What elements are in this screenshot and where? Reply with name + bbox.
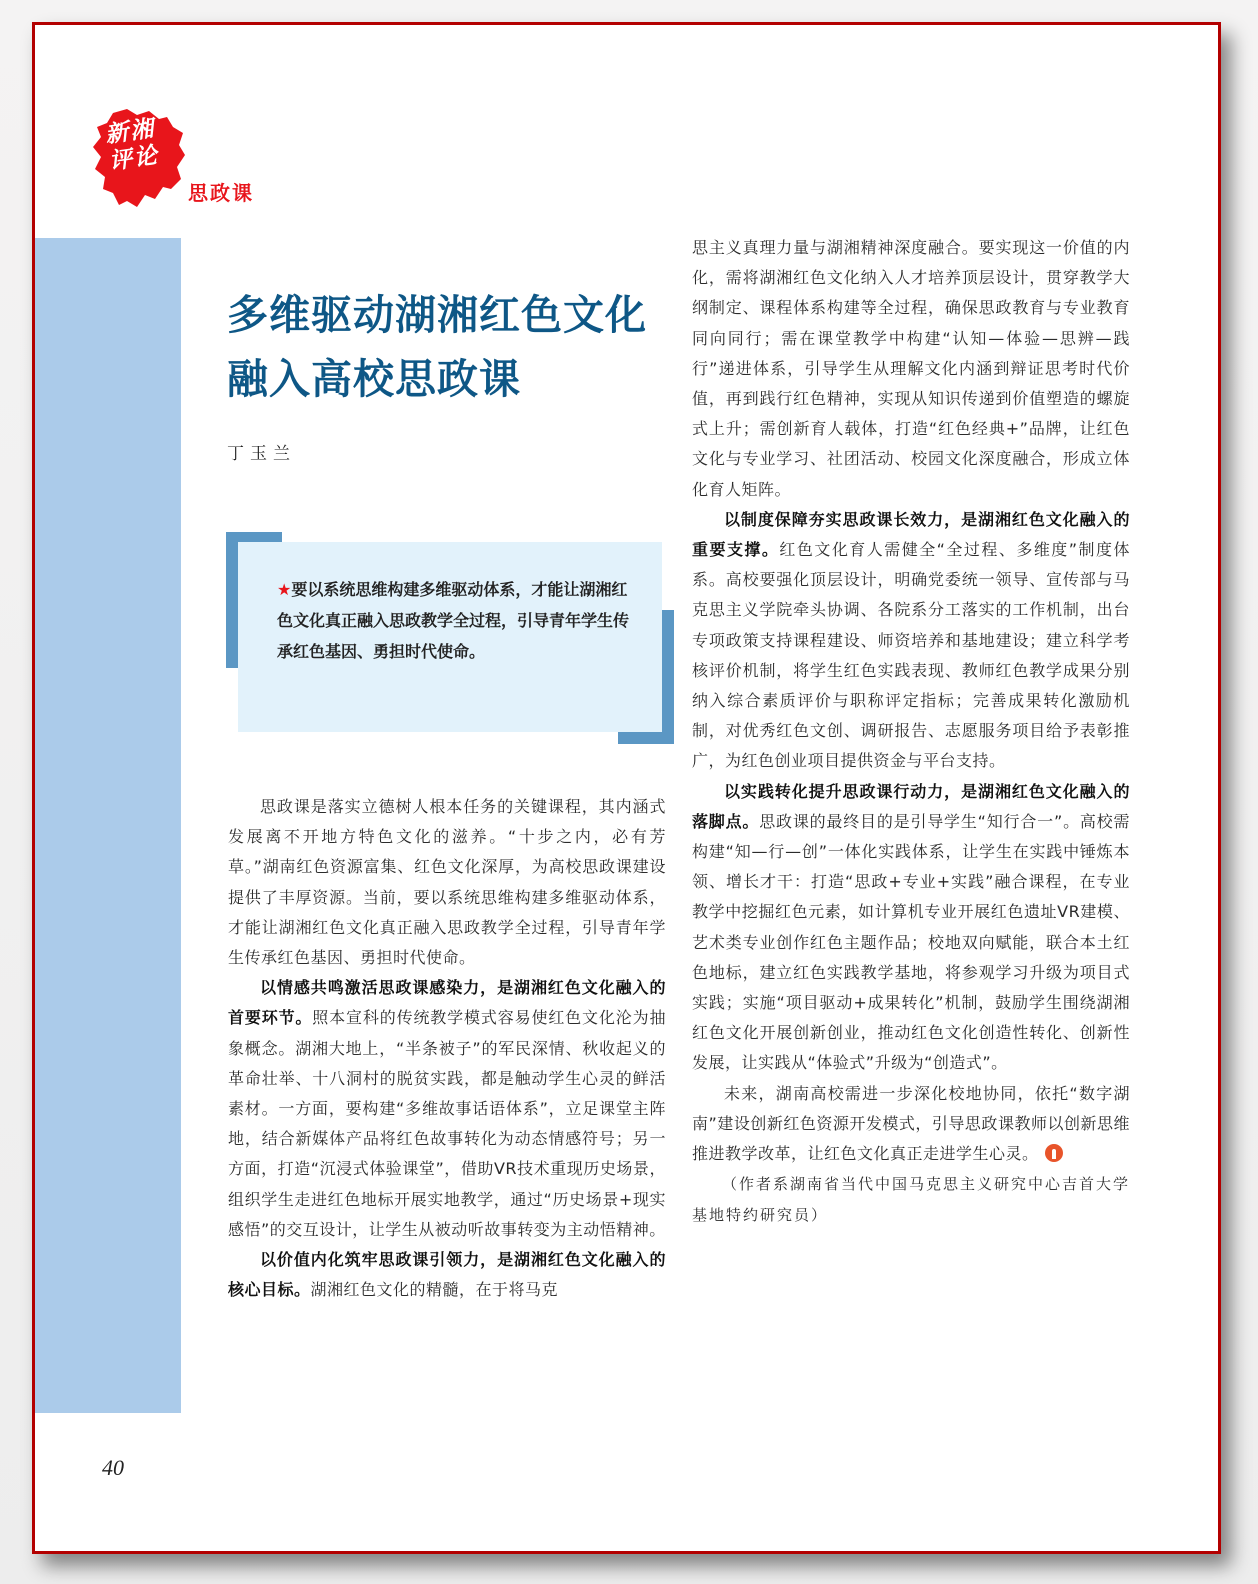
paragraph-lead: 以情感共鸣激活思政课感染力，是湖湘红色文化融入的首要环节。 [228, 978, 666, 1028]
title-line-1: 多维驱动湖湘红色文化 [227, 291, 647, 339]
paragraph-value: 以价值内化筑牢思政课引领力，是湖湘红色文化融入的核心目标。湖湘红色文化的精髓，在于将马克 [228, 1250, 666, 1300]
section-label: 思政课 [188, 181, 254, 205]
magazine-page [32, 22, 1221, 1554]
column-logo [93, 109, 273, 209]
title-line-2: 融入高校思政课 [227, 355, 521, 403]
paragraph-intro: 思政课是落实立德树人根本任务的关键课程，其内涵式发展离不开地方特色文化的滋养。“十步之内，必有芳草。”湖南红色资源富集、红色文化深厚，为高校思政课建设提供了丰厚资源。当前，要以系统思维构建多维驱动体系，才能让湖湘红色文化真正融入思政教学全过程，引导青年学生传承红色基因、勇担时代使命。 [228, 797, 666, 968]
author-name: 丁玉兰 [227, 444, 296, 464]
paragraph-emotion: 以情感共鸣激活思政课感染力，是湖湘红色文化融入的首要环节。照本宣科的传统教学模式容易使红色文化沦为抽象概念。湖湘大地上，“半条被子”的军民深情、秋收起义的革命壮举、十八洞村的脱贫实践，都是触动学生心灵的鲜活素材。一方面，要构建“多维故事话语体系”，立足课堂主阵地，结合新媒体产品将红色故事转化为动态情感符号；另一方面，打造“沉浸式体验课堂”，借助VR技术重现历史场景，组织学生走进红色地标开展实地教学，通过“历史场景+现实感悟”的交互设计，让学生从被动听故事转变为主动悟精神。 [228, 978, 666, 1239]
paragraph-lead: 以制度保障夯实思政课长效力，是湖湘红色文化融入的重要支撑。 [692, 509, 1130, 560]
paragraph-lead: 以实践转化提升思政课行动力，是湖湘红色文化融入的落脚点。 [692, 781, 1130, 831]
decorative-sidebar [35, 238, 181, 1413]
paragraph-practice: 以实践转化提升思政课行动力，是湖湘红色文化融入的落脚点。思政课的最终目的是引导学生“知行合一”。高校需构建“知—行—创”一体化实践体系，让学生在实践中锤炼本领、增长才干：打造“思政+专业+实践”融合课程，在专业教学中挖掘红色元素，如计算机专业开展红色遗址VR建模、艺术类专业创作红色主题作品；校地双向赋能，联合本土红色地标，建立红色实践教学基地，将参观学习升级为项目式实践；实施“项目驱动+成果转化”机制，鼓励学生围绕湖湘红色文化开展创新创业，推动红色文化创造性转化、创新性发展，让实践从“体验式”升级为“创造式”。 [692, 781, 1130, 1073]
logo-script-text: 新湘评论 [103, 114, 161, 176]
paragraph-system: 以制度保障夯实思政课长效力，是湖湘红色文化融入的重要支撑。红色文化育人需健全“全过程、多维度”制度体系。高校要强化顶层设计，明确党委统一领导、宣传部与马克思主义学院牵头协调、各院系分工落实的工作机制，出台专项政策支持课程建设、师资培养和基地建设；建立科学考核评价机制，将学生红色实践表现、教师红色教学成果分别纳入综合素质评价与职称评定指标；完善成果转化激励机制，对优秀红色文创、调研报告、志愿服务项目给予表彰推广，为红色创业项目提供资金与平台支持。 [692, 509, 1130, 771]
article-title [227, 283, 667, 411]
pull-quote-box [238, 542, 662, 732]
author-bio: （作者系湖南省当代中国马克思主义研究中心吉首大学基地特约研究员） [692, 1175, 1131, 1224]
pull-quote-text: 要以系统思维构建多维驱动体系，才能让湖湘红色文化真正融入思政教学全过程，引导青年学生传承红色基因、勇担时代使命。 [277, 580, 630, 661]
paragraph-conclusion: 未来，湖南高校需进一步深化校地协同，依托“数字湖南”建设创新红色资源开发模式，引导思政课教师以创新思维推进教学改革，让红色文化真正走进学生心灵。 [692, 1083, 1130, 1164]
end-of-article-icon [1045, 1144, 1063, 1162]
pull-quote [226, 532, 674, 744]
paragraph-lead: 以价值内化筑牢思政课引领力，是湖湘红色文化融入的核心目标。 [228, 1250, 666, 1300]
body-column-left [228, 792, 666, 1305]
paragraph-value-continued: 思主义真理力量与湖湘精神深度融合。要实现这一价值的内化，需将湖湘红色文化纳入人才培养顶层设计，贯穿教学大纲制定、课程体系构建等全过程，确保思政教育与专业教育同向同行；需在课堂教学中构建“认知—体验—思辨—践行”递进体系，引导学生从理解文化内涵到辩证思考时代价值，再到践行红色精神，实现从知识传递到价值塑造的螺旋式上升；需创新育人载体，打造“红色经典+”品牌，让红色文化与专业学习、社团活动、校园文化深度融合，形成立体化育人矩阵。 [692, 238, 1130, 499]
body-column-right [692, 233, 1130, 1230]
star-icon: ★ [277, 580, 292, 599]
page-number: 40 [102, 1455, 124, 1480]
